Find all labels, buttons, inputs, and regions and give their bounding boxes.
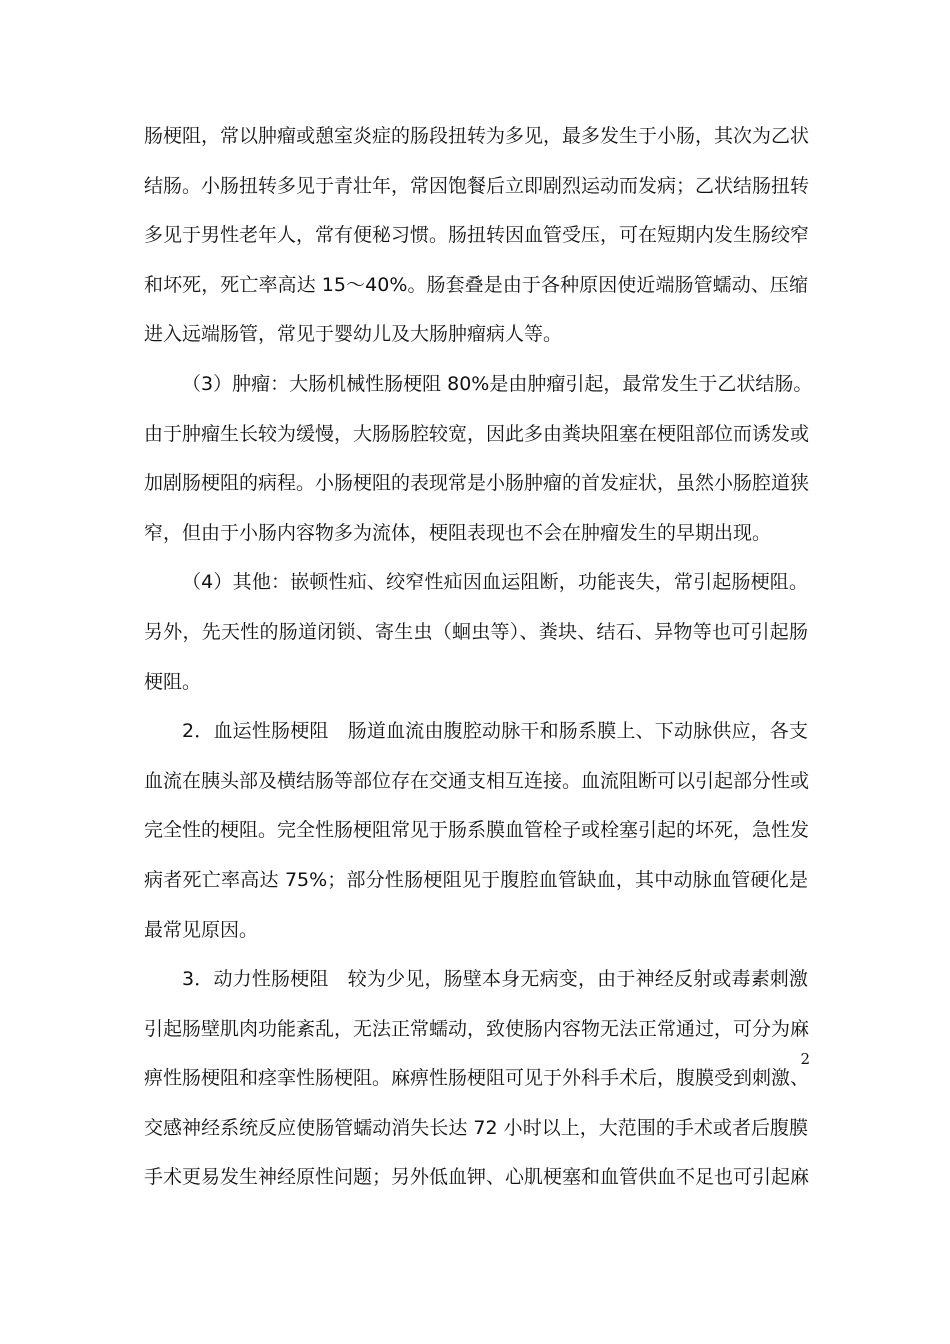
text-line: 多见于男性老年人，常有便秘习惯。肠扭转因血管受压，可在短期内发生肠绞窄 (144, 224, 810, 247)
text-line: 病者死亡率高达 75%；部分性肠梗阻见于腹腔血管缺血，其中动脉血管硬化是 (144, 868, 808, 891)
text-line: 完全性的梗阻。完全性肠梗阻常见于肠系膜血管栓子或栓塞引起的坏死，急性发 (144, 819, 810, 842)
page-number: 2 (800, 1050, 810, 1068)
text-line: 和坏死，死亡率高达 15～40%。肠套叠是由于各种原因使近端肠管蠕动、压缩 (144, 273, 808, 296)
text-line: 由于肿瘤生长较为缓慢，大肠肠腔较宽，因此多由粪块阻塞在梗阻部位而诱发或 (144, 422, 810, 445)
text-line: 最常见原因。 (144, 918, 259, 941)
text-line: 进入远端肠管，常见于婴幼儿及大肠肿瘤病人等。 (144, 323, 563, 346)
document-body (144, 112, 813, 1203)
text-line: 另外，先天性的肠道闭锁、寄生虫（蛔虫等）、粪块、结石、异物等也可引起肠 (144, 620, 808, 643)
text-line: 加剧肠梗阻的病程。小肠梗阻的表现常是小肠肿瘤的首发症状，虽然小肠腔道狭 (144, 472, 810, 495)
text-line: 交感神经系统反应使肠管蠕动消失长达 72 小时以上，大范围的手术或者后腹膜 (144, 1116, 808, 1139)
text-line: 引起肠壁肌肉功能紊乱，无法正常蠕动，致使肠内容物无法正常通过，可分为麻 (144, 1017, 810, 1040)
text-line: 手术更易发生神经原性问题；另外低血钾、心肌梗塞和血管供血不足也可引起麻 (144, 1166, 810, 1189)
text-line: 窄，但由于小肠内容物多为流体，梗阻表现也不会在肿瘤发生的早期出现。 (144, 521, 772, 544)
text-line: 肠梗阻，常以肿瘤或憩室炎症的肠段扭转为多见，最多发生于小肠，其次为乙状 (144, 125, 810, 147)
text-line: 痹性肠梗阻和痉挛性肠梗阻。麻痹性肠梗阻可见于外科手术后，腹膜受到刺激、 (144, 1067, 810, 1090)
text-line: 血流在胰头部及横结肠等部位存在交通支相互连接。血流阻断可以引起部分性或 (144, 769, 810, 792)
text-line: 2．血运性肠梗阻 肠道血流由腹腔动脉干和肠系膜上、下动脉供应，各支 (182, 720, 808, 743)
text-line: 结肠。小肠扭转多见于青壮年，常因饱餐后立即剧烈运动而发病；乙状结肠扭转 (144, 174, 810, 197)
text-line: 梗阻。 (144, 670, 202, 693)
text-line: 3．动力性肠梗阻 较为少见，肠壁本身无病变，由于神经反射或毒素刺激 (182, 968, 808, 991)
text-line: （4）其他：嵌顿性疝、绞窄性疝因血运阻断，功能丧失，常引起肠梗阻。 (182, 571, 808, 594)
text-line: （3）肿瘤：大肠机械性肠梗阻 80%是由肿瘤引起，最常发生于乙状结肠。 (182, 372, 813, 395)
